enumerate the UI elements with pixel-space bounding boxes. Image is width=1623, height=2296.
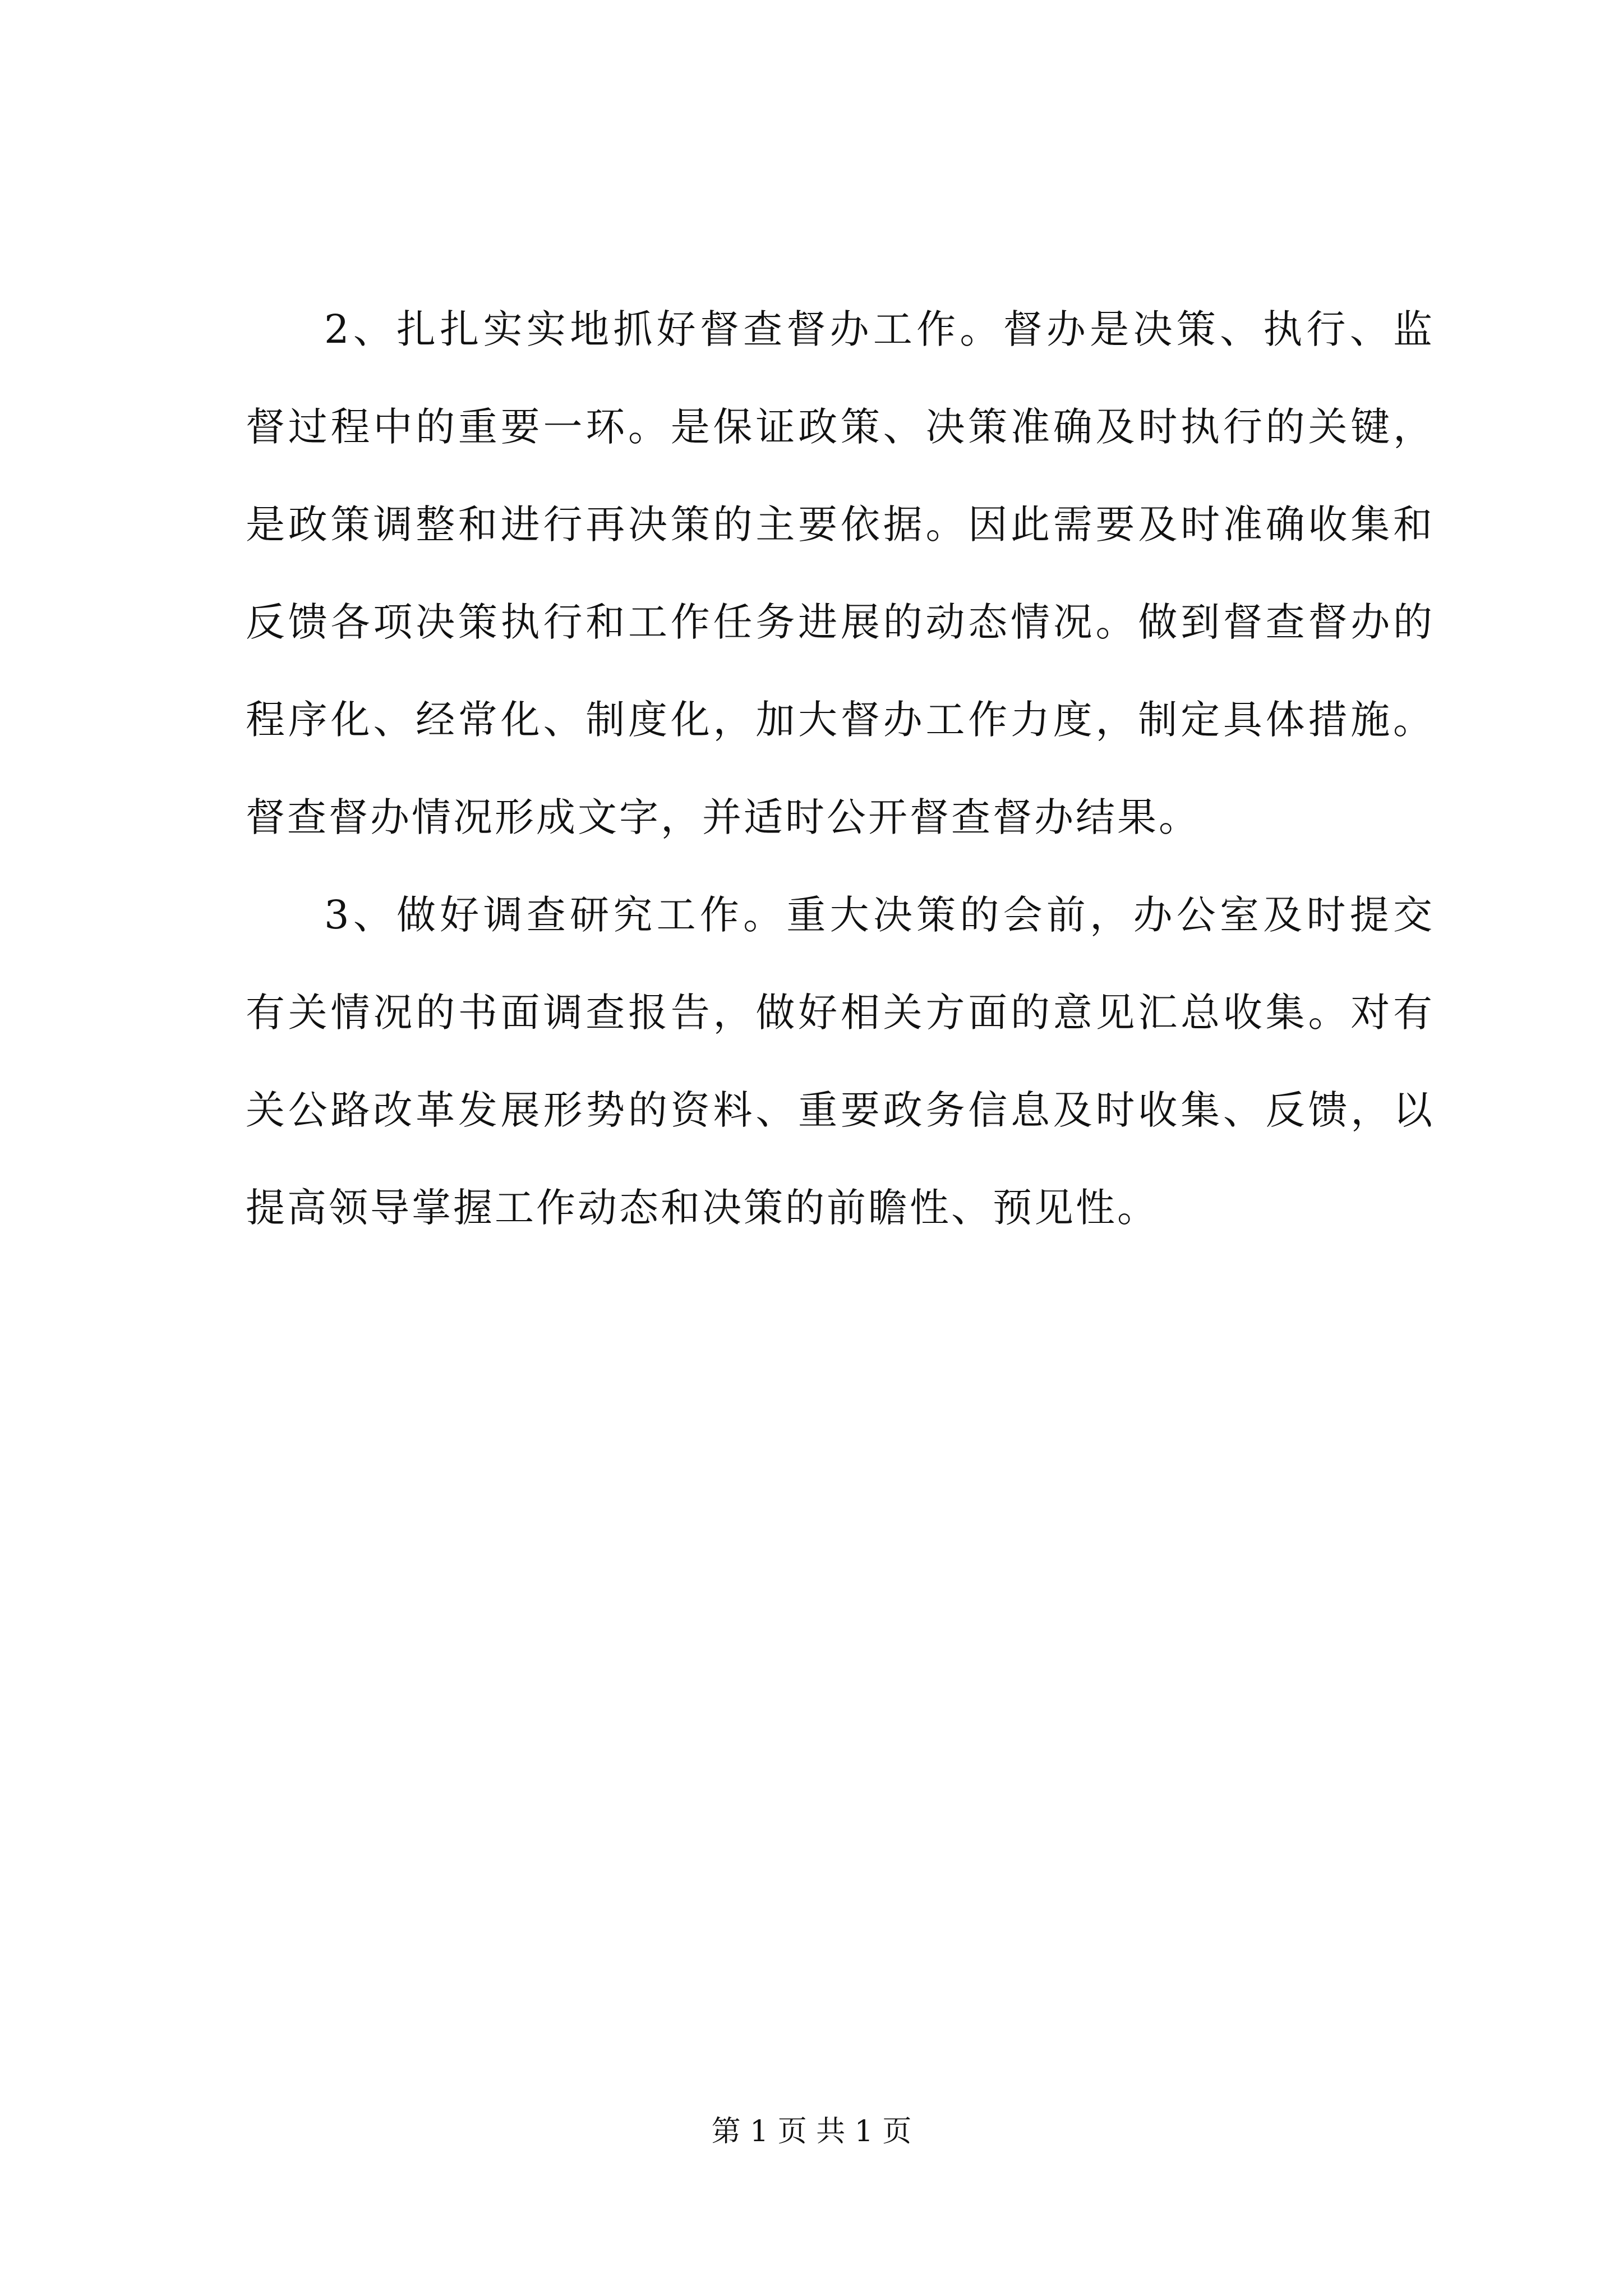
paragraph-line: 2、扎扎实实地抓好督查督办工作。督办是决策、执行、监 [324, 306, 1435, 352]
paragraph-3 [246, 866, 1435, 1257]
document-body [246, 280, 1435, 1257]
paragraph-line: 3、做好调查研究工作。重大决策的会前，办公室及时提交 [324, 892, 1435, 938]
paragraph-line: 督过程中的重要一环。是保证政策、决策准确及时执行的关键， [246, 404, 1435, 450]
paragraph-line: 提高领导掌握工作动态和决策的前瞻性、预见性。 [246, 1185, 1159, 1231]
page-number-footer: 第 1 页 共 1 页 [711, 2115, 912, 2148]
paragraph-line: 程序化、经常化、制度化，加大督办工作力度，制定具体措施。 [246, 697, 1435, 743]
paragraph-line: 是政策调整和进行再决策的主要依据。因此需要及时准确收集和 [246, 501, 1435, 547]
paragraph-line: 督查督办情况形成文字，并适时公开督查督办结果。 [246, 794, 1200, 840]
paragraph-line: 关公路改革发展形势的资料、重要政务信息及时收集、反馈，以 [246, 1087, 1435, 1133]
paragraph-line: 反馈各项决策执行和工作任务进展的动态情况。做到督查督办的 [246, 599, 1435, 645]
paragraph-2 [246, 280, 1435, 866]
paragraph-line: 有关情况的书面调查报告，做好相关方面的意见汇总收集。对有 [246, 990, 1435, 1036]
